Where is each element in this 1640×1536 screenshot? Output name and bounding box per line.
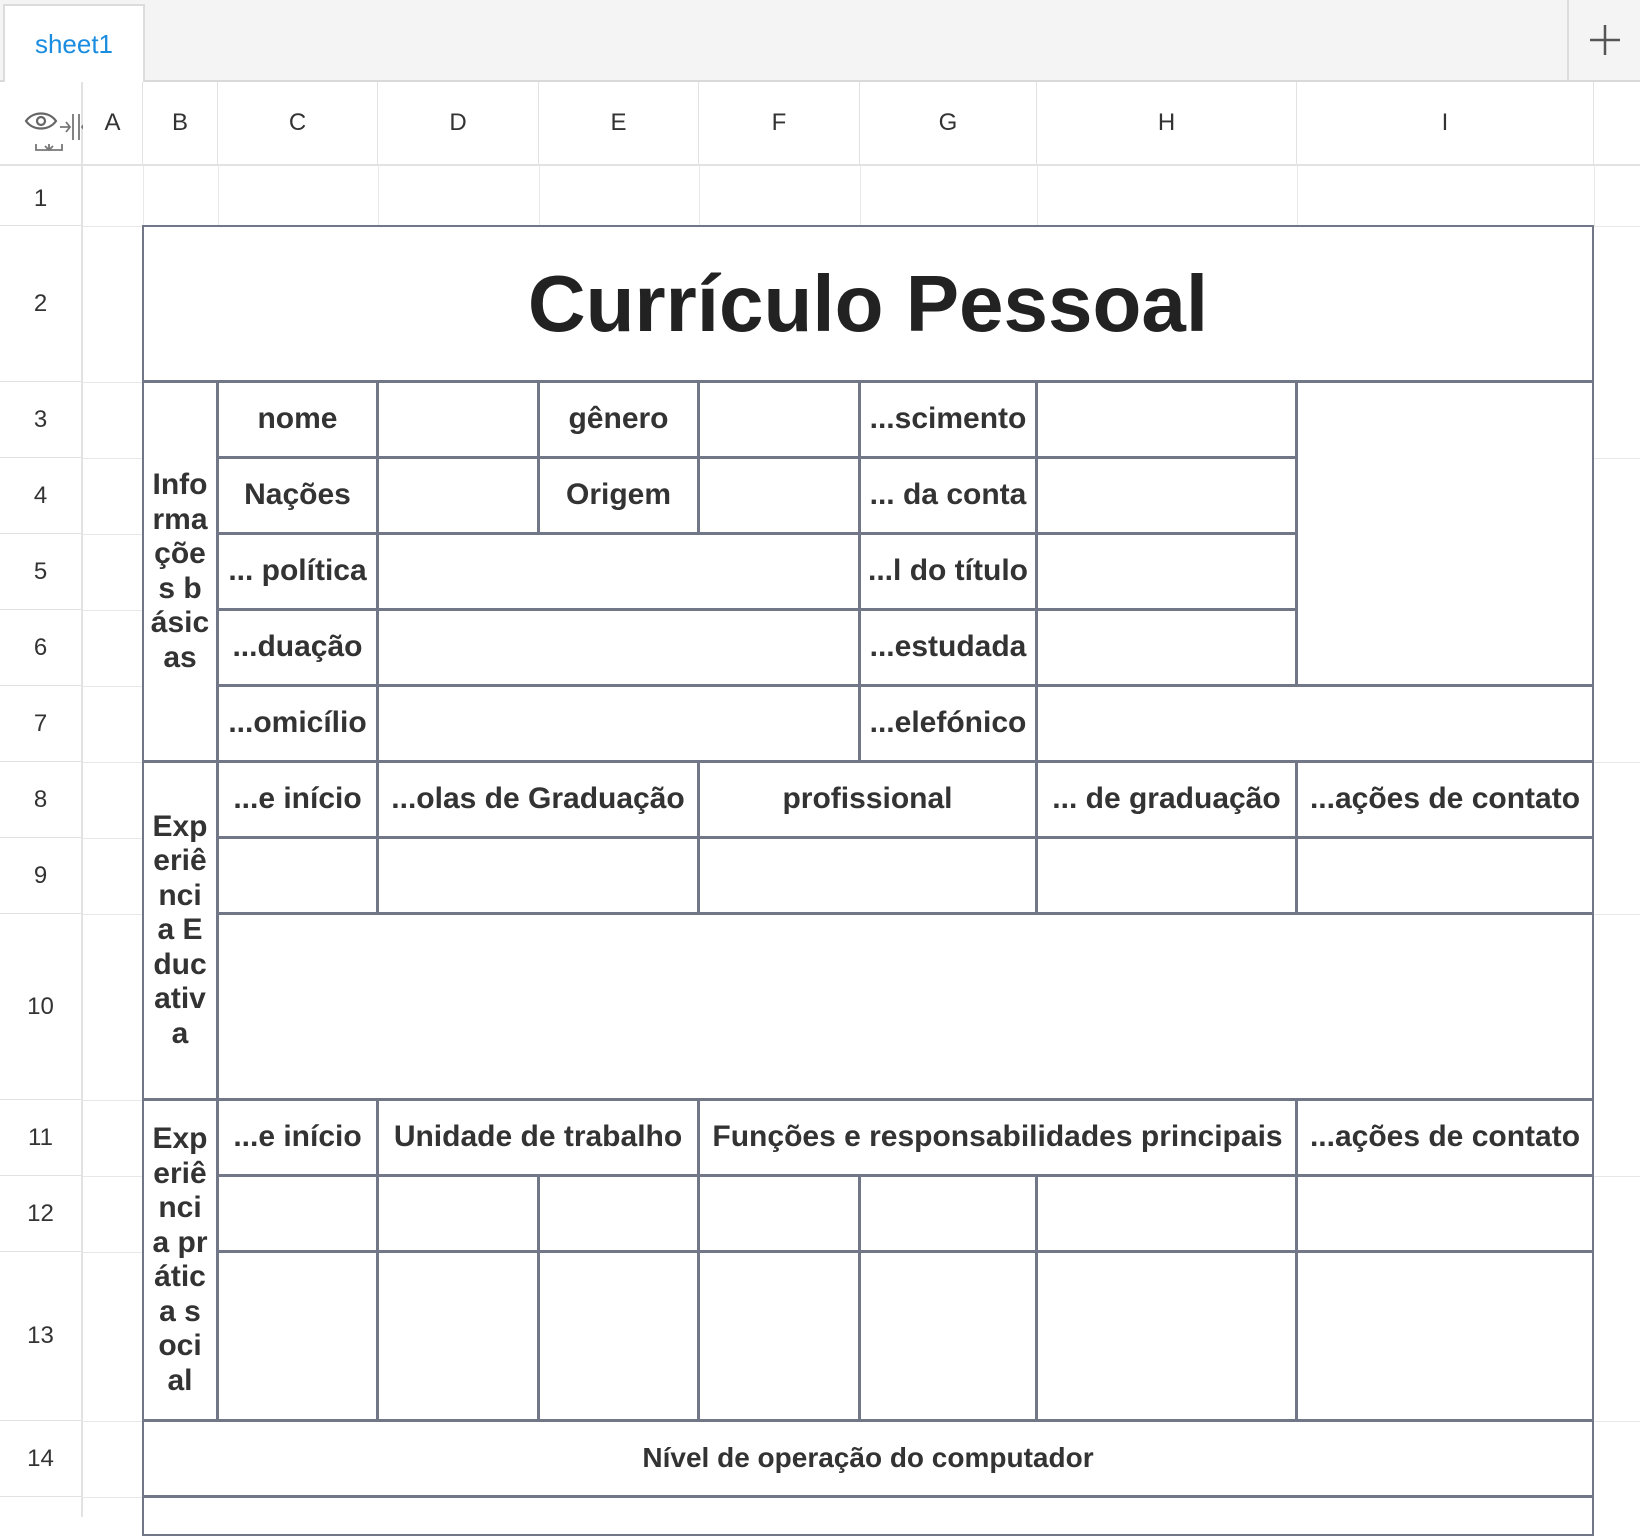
work-cell[interactable]	[377, 1175, 539, 1252]
phone-label-cell[interactable]: ...elefónico	[859, 685, 1037, 762]
degree-label-cell[interactable]: ...l do título	[859, 533, 1037, 610]
name-value-cell[interactable]	[377, 381, 539, 458]
add-sheet-button[interactable]	[1567, 0, 1640, 80]
gridline	[83, 1252, 143, 1253]
row-header-12[interactable]: 12	[0, 1176, 83, 1252]
gridline	[1594, 762, 1640, 763]
address-value-cell[interactable]	[377, 685, 860, 762]
row-header-14[interactable]: 14	[0, 1421, 83, 1497]
gridline	[83, 762, 143, 763]
work-cell[interactable]	[859, 1175, 1037, 1252]
row-header-15[interactable]	[0, 1497, 83, 1517]
gridline	[699, 166, 700, 226]
edu-school-value[interactable]	[377, 837, 699, 914]
graduation-value-cell[interactable]	[377, 609, 860, 686]
gridline	[83, 686, 143, 687]
political-value-cell[interactable]	[377, 533, 860, 610]
gridline	[1037, 166, 1038, 226]
sheet-tab[interactable]: sheet1	[3, 4, 145, 82]
political-label-cell[interactable]: ... política	[217, 533, 378, 610]
gridline	[218, 166, 219, 226]
row-header-6[interactable]: 6	[0, 610, 83, 686]
column-header-e[interactable]: E	[539, 82, 699, 166]
row-header-7[interactable]: 7	[0, 686, 83, 762]
row-header-2[interactable]: 2	[0, 226, 83, 382]
row-header-11[interactable]: 11	[0, 1100, 83, 1176]
gridline	[83, 1497, 143, 1498]
edu-start-header[interactable]: ...e início	[217, 761, 378, 838]
column-header-j[interactable]	[1594, 82, 1640, 166]
nation-label-cell[interactable]: Nações	[217, 457, 378, 534]
account-value-cell[interactable]	[1036, 457, 1297, 534]
edu-start-value[interactable]	[217, 837, 378, 914]
gridline	[1594, 1421, 1640, 1422]
work-cell[interactable]	[538, 1251, 699, 1421]
work-cell[interactable]	[859, 1251, 1037, 1421]
row-header-1[interactable]: 1	[0, 166, 83, 226]
row-header-9[interactable]: 9	[0, 838, 83, 914]
work-cell[interactable]	[698, 1251, 860, 1421]
edu-school-header[interactable]: ...olas de Graduação	[377, 761, 699, 838]
column-header-f[interactable]: F	[699, 82, 860, 166]
work-cell[interactable]	[1296, 1175, 1594, 1252]
address-label-cell[interactable]: ...omicílio	[217, 685, 378, 762]
gridline	[1297, 166, 1298, 226]
work-contact-header[interactable]: ...ações de contato	[1296, 1099, 1594, 1176]
edu-contact-value[interactable]	[1296, 837, 1594, 914]
studied-label-cell[interactable]: ...estudada	[859, 609, 1037, 686]
column-header-i[interactable]: I	[1297, 82, 1594, 166]
birth-label-cell[interactable]: ...scimento	[859, 381, 1037, 458]
work-cell[interactable]	[217, 1251, 378, 1421]
computer-level-cell[interactable]: Nível de operação do computador	[142, 1420, 1594, 1497]
row-header-3[interactable]: 3	[0, 382, 83, 458]
column-header-d[interactable]: D	[378, 82, 539, 166]
origin-label-cell[interactable]: Origem	[538, 457, 699, 534]
work-cell[interactable]	[1296, 1251, 1594, 1421]
gridline	[83, 610, 143, 611]
gridline	[83, 1176, 143, 1177]
edu-degree-value[interactable]	[1036, 837, 1297, 914]
work-start-header[interactable]: ...e início	[217, 1099, 378, 1176]
work-cell[interactable]	[377, 1251, 539, 1421]
gridline	[1594, 914, 1640, 915]
account-label-cell[interactable]: ... da conta	[859, 457, 1037, 534]
work-duties-header[interactable]: Funções e responsabilidades principais	[698, 1099, 1297, 1176]
row-collapse-icon[interactable]	[32, 142, 66, 166]
select-all-corner[interactable]	[0, 82, 83, 166]
row-15-cell[interactable]	[142, 1496, 1594, 1536]
education-section-label[interactable]: Experiência Educativa	[142, 761, 218, 1100]
row-header-13[interactable]: 13	[0, 1252, 83, 1421]
work-cell[interactable]	[538, 1175, 699, 1252]
gridline	[83, 1100, 143, 1101]
column-header-g[interactable]: G	[860, 82, 1037, 166]
column-header-c[interactable]: C	[218, 82, 378, 166]
edu-professional-value[interactable]	[698, 837, 1037, 914]
degree-value-cell[interactable]	[1036, 533, 1297, 610]
work-cell[interactable]	[1036, 1175, 1297, 1252]
gridline	[378, 166, 379, 226]
row-header-4[interactable]: 4	[0, 458, 83, 534]
photo-cell[interactable]	[1296, 381, 1594, 686]
row-header-10[interactable]: 10	[0, 914, 83, 1100]
origin-value-cell[interactable]	[698, 457, 860, 534]
edu-degree-header[interactable]: ... de graduação	[1036, 761, 1297, 838]
gridline	[860, 166, 861, 226]
gridline	[1594, 166, 1595, 226]
gridline	[83, 534, 143, 535]
gridline	[1594, 458, 1640, 459]
gender-value-cell[interactable]	[698, 381, 860, 458]
row-header-8[interactable]: 8	[0, 762, 83, 838]
social-practice-section-label[interactable]: Experiência prática social	[142, 1099, 218, 1421]
work-cell[interactable]	[698, 1175, 860, 1252]
gridline	[539, 166, 540, 226]
phone-value-cell[interactable]	[1036, 685, 1594, 762]
eye-icon[interactable]	[24, 110, 58, 132]
birth-value-cell[interactable]	[1036, 381, 1297, 458]
graduation-label-cell[interactable]: ...duação	[217, 609, 378, 686]
plus-icon	[1588, 23, 1622, 57]
nation-value-cell[interactable]	[377, 457, 539, 534]
column-header-a[interactable]: A	[83, 82, 143, 166]
resume-title[interactable]: Currículo Pessoal	[142, 225, 1594, 382]
work-cell[interactable]	[1036, 1251, 1297, 1421]
row-header-5[interactable]: 5	[0, 534, 83, 610]
gridline	[1594, 1176, 1640, 1177]
sheet-tab-bar	[0, 0, 1640, 82]
name-label-cell[interactable]: nome	[217, 381, 378, 458]
gridline	[83, 1421, 143, 1422]
gridline	[83, 382, 143, 383]
gridline	[83, 838, 143, 839]
gender-label-cell[interactable]: gênero	[538, 381, 699, 458]
edu-professional-header[interactable]: profissional	[698, 761, 1037, 838]
column-header-b[interactable]: B	[143, 82, 218, 166]
work-cell[interactable]	[217, 1175, 378, 1252]
column-header-h[interactable]: H	[1037, 82, 1297, 166]
edu-notes-cell[interactable]	[217, 913, 1594, 1100]
edu-contact-header[interactable]: ...ações de contato	[1296, 761, 1594, 838]
gridline	[83, 458, 143, 459]
basic-info-section-label[interactable]: Informações básicas	[142, 381, 218, 762]
work-unit-header[interactable]: Unidade de trabalho	[377, 1099, 699, 1176]
studied-value-cell[interactable]	[1036, 609, 1297, 686]
gridline	[83, 914, 143, 915]
